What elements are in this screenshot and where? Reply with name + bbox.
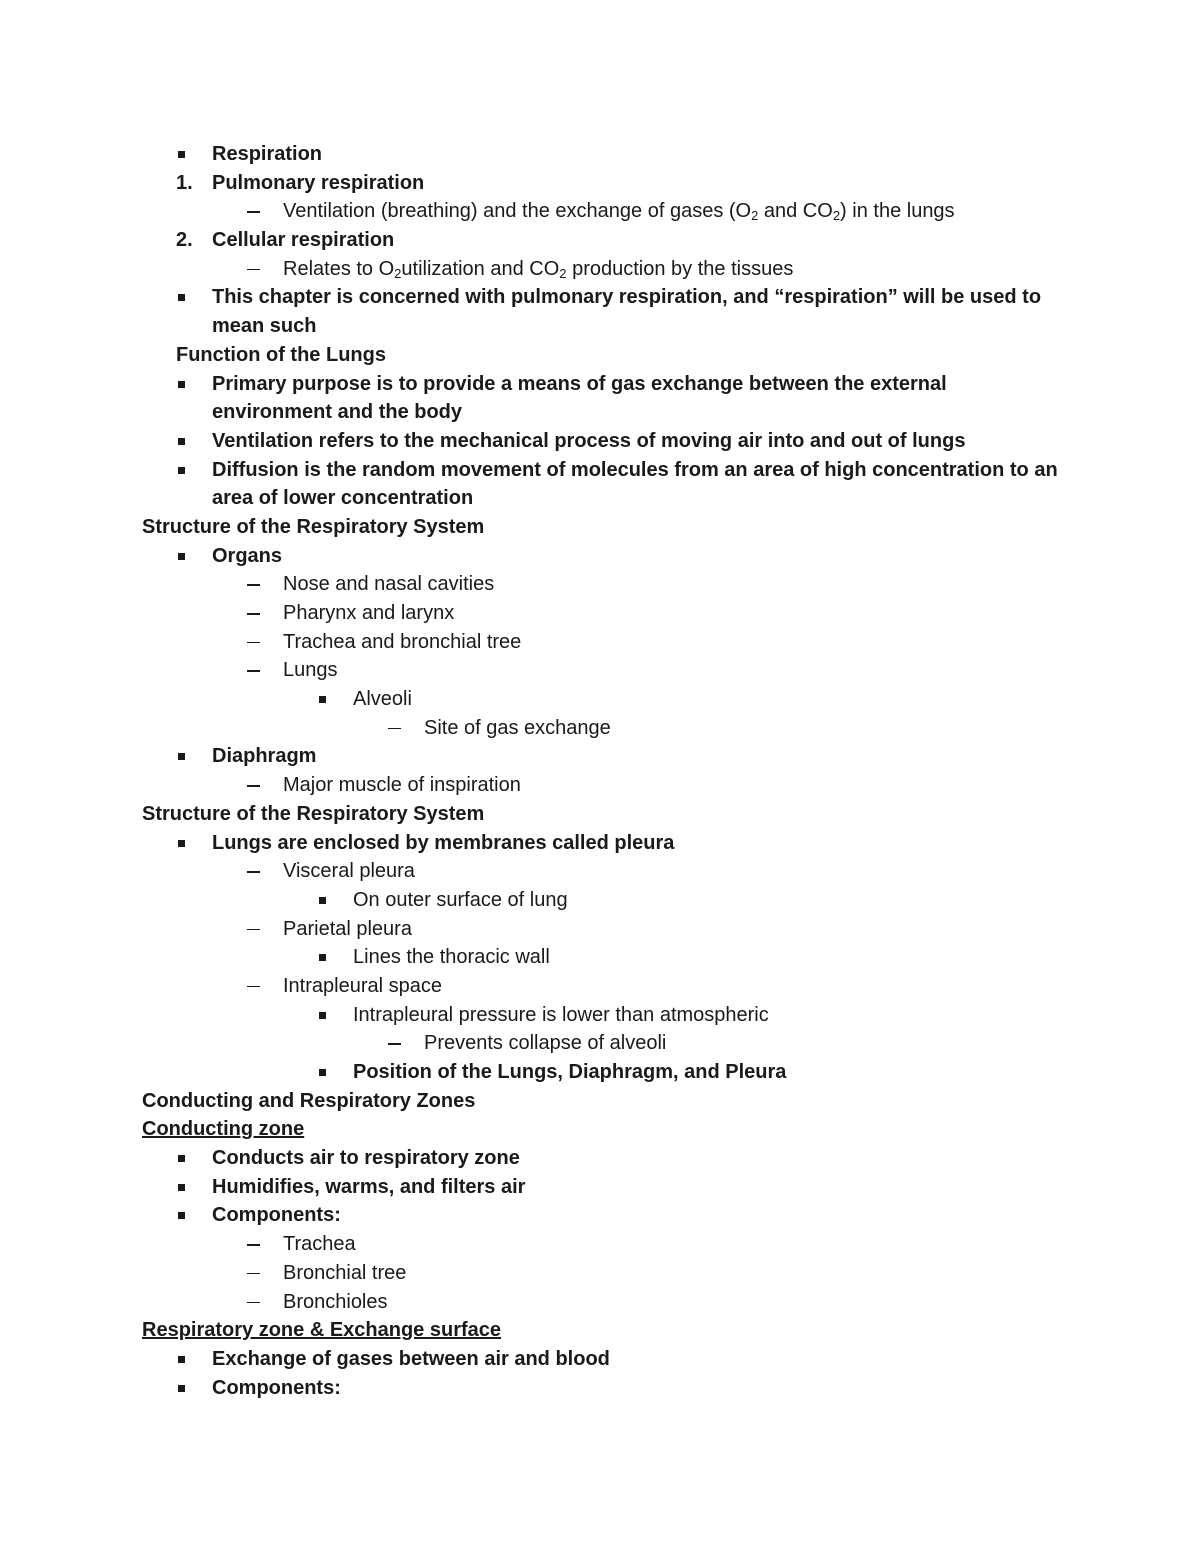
list-item: Ventilation refers to the mechanical process of moving air into and out of lungs [0, 427, 1200, 456]
square-bullet-icon [178, 1155, 185, 1162]
list-item: Diaphragm [0, 742, 1200, 771]
dash-bullet-icon [247, 670, 260, 672]
dash-bullet-icon [388, 728, 401, 730]
list-item: This chapter is concerned with pulmonary respiration, and “respiration” will be used to mean such [0, 283, 1200, 340]
list-item: 2. Cellular respiration [0, 226, 1200, 255]
square-bullet-icon [319, 1069, 326, 1076]
list-number: 1. [176, 171, 193, 194]
list-item: Respiration [0, 140, 1200, 169]
list-item: Alveoli [0, 685, 1200, 714]
subsection-heading: Conducting zone [142, 1118, 305, 1141]
square-bullet-icon [178, 381, 185, 388]
list-item: On outer surface of lung [0, 886, 1200, 915]
list-item [0, 255, 1200, 284]
list-item-text: Relates to $O_2utilization$ and $CO_2$ production by the tissues [283, 257, 794, 281]
list-item: Conducts air to respiratory zone [0, 1144, 1200, 1173]
list-item: Bronchial tree [0, 1259, 1200, 1288]
dash-bullet-icon [247, 584, 260, 586]
dash-bullet-icon [247, 785, 260, 787]
list-item: Major muscle of inspiration [0, 771, 1200, 800]
list-item: Lungs are enclosed by membranes called pleura [0, 829, 1200, 858]
dash-bullet-icon [247, 1244, 260, 1246]
list-item: Position of the Lungs, Diaphragm, and Pleura [0, 1058, 1200, 1087]
dash-bullet-icon [247, 642, 260, 644]
square-bullet-icon [178, 840, 185, 847]
square-bullet-icon [319, 954, 326, 961]
list-item: Exchange of gases between air and blood [0, 1345, 1200, 1374]
list-item: Organs [0, 542, 1200, 571]
list-item: Parietal pleura [0, 915, 1200, 944]
subsection-heading: Respiratory zone & Exchange surface [142, 1319, 502, 1342]
section-heading: Structure of the Respiratory System [142, 802, 485, 825]
list-item: Nose and nasal cavities [0, 570, 1200, 599]
list-item: Visceral pleura [0, 857, 1200, 886]
list-item: Site of gas exchange [0, 714, 1200, 743]
dash-bullet-icon [247, 613, 260, 615]
list-item [0, 197, 1200, 226]
dash-bullet-icon [247, 986, 260, 988]
square-bullet-icon [178, 1356, 185, 1363]
square-bullet-icon [319, 897, 326, 904]
list-item: Trachea [0, 1230, 1200, 1259]
square-bullet-icon [319, 696, 326, 703]
square-bullet-icon [178, 553, 185, 560]
list-item: Primary purpose is to provide a means of gas exchange between the external environment and the body [0, 370, 1200, 427]
list-item: Diffusion is the random movement of molecules from an area of high concentration to an area of lower concentration [0, 456, 1200, 513]
list-item: Intrapleural pressure is lower than atmospheric [0, 1001, 1200, 1030]
square-bullet-icon [178, 467, 185, 474]
dash-bullet-icon [247, 929, 260, 931]
square-bullet-icon [178, 294, 185, 301]
list-item: Bronchioles [0, 1288, 1200, 1317]
dash-bullet-icon [247, 871, 260, 873]
dash-bullet-icon [247, 1273, 260, 1275]
list-item: Prevents collapse of alveoli [0, 1029, 1200, 1058]
list-number: 2. [176, 229, 193, 252]
list-item: Lungs [0, 656, 1200, 685]
list-item-text: Ventilation (breathing) and the exchange of gases ($O_2$ and $CO_2$) in the lungs [283, 200, 955, 224]
square-bullet-icon [178, 151, 185, 158]
square-bullet-icon [178, 1212, 185, 1219]
list-item: 1. Pulmonary respiration [0, 169, 1200, 198]
document-page [0, 140, 1200, 1402]
list-item: Intrapleural space [0, 972, 1200, 1001]
section-heading: Conducting and Respiratory Zones [142, 1089, 476, 1112]
section-heading: Structure of the Respiratory System [142, 515, 485, 538]
list-item: Components: [0, 1201, 1200, 1230]
dash-bullet-icon [247, 1302, 260, 1304]
square-bullet-icon [178, 1385, 185, 1392]
square-bullet-icon [178, 753, 185, 760]
section-heading: Function of the Lungs [176, 343, 386, 366]
list-item: Humidifies, warms, and filters air [0, 1173, 1200, 1202]
dash-bullet-icon [247, 211, 260, 213]
dash-bullet-icon [388, 1043, 401, 1045]
list-item: Lines the thoracic wall [0, 943, 1200, 972]
dash-bullet-icon [247, 269, 260, 271]
square-bullet-icon [178, 438, 185, 445]
list-item: Trachea and bronchial tree [0, 628, 1200, 657]
square-bullet-icon [178, 1184, 185, 1191]
list-item: Pharynx and larynx [0, 599, 1200, 628]
list-item: Components: [0, 1374, 1200, 1403]
square-bullet-icon [319, 1012, 326, 1019]
